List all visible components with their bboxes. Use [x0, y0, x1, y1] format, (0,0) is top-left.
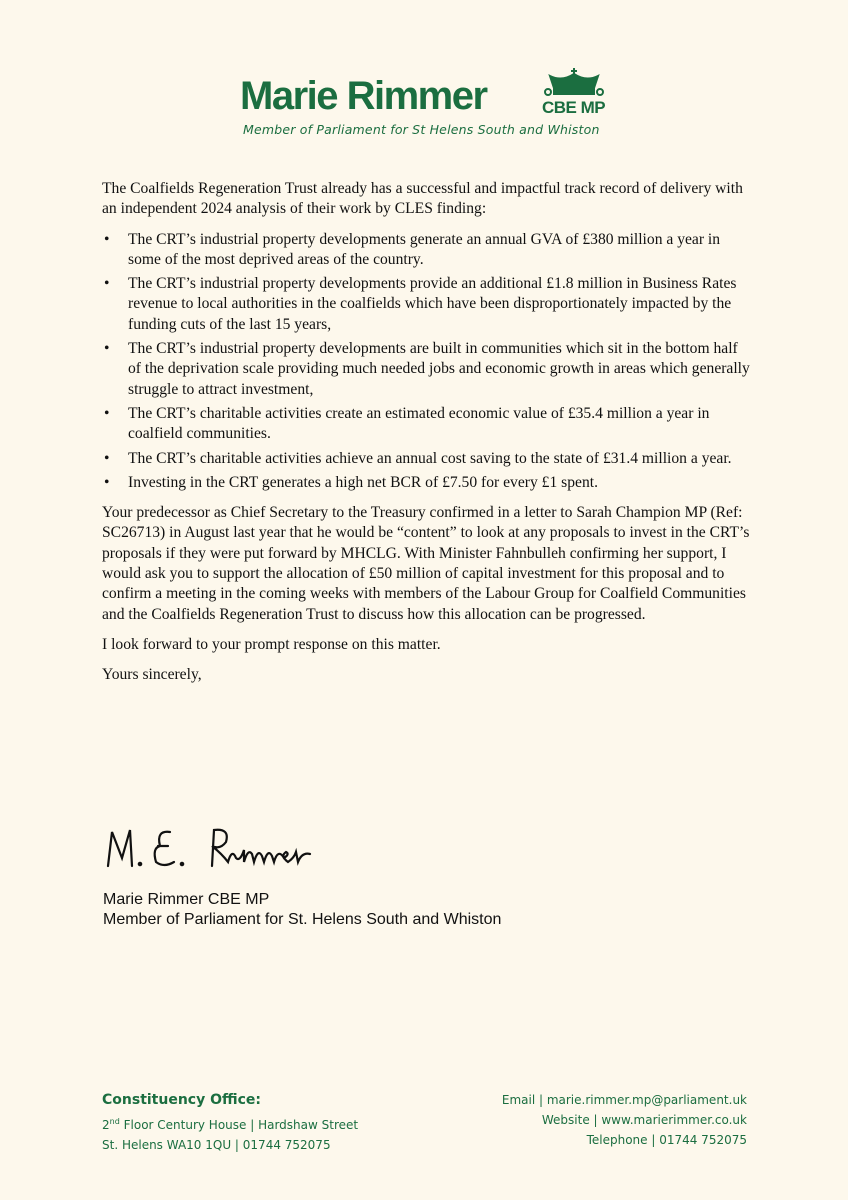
request-paragraph: Your predecessor as Chief Secretary to the Treasury confirmed in a letter to Sarah Champion MP (Ref: SC26713) in August last year that he would be “content” to look at any proposals to invest in the CRT’s proposals if they were put forward by MHCLG. With Minister Fahnbulleh confirming her support, I would ask you to support the allocation of £50 million of capital investment for this proposal and to confirm a meeting in the coming weeks with members of the Labour Group for Coalfield Communities and the Coalfields Regeneration Trust to discuss how this allocation can be progressed. — [102, 504, 750, 623]
address-rest: Floor Century House | Hardshaw Street — [119, 1118, 359, 1132]
contact-details — [502, 1090, 747, 1150]
office-address-line2: St. Helens WA10 1QU | 01744 752075 — [102, 1138, 331, 1152]
list-item: • The CRT’s industrial property developments generate an annual GVA of £380 million a year in some of the most deprived areas of the country. — [102, 230, 750, 271]
logo-name: Marie Rimmer — [240, 74, 487, 118]
signatory-title: Member of Parliament for St. Helens South and Whiston — [103, 911, 502, 928]
letterhead-logo — [240, 68, 612, 140]
closing: Yours sincerely, — [102, 666, 202, 684]
signatory-block — [103, 890, 501, 930]
office-address-line1 — [102, 1112, 358, 1135]
contact-telephone: Telephone | 01744 752075 — [586, 1133, 747, 1147]
intro-paragraph: The Coalfields Regeneration Trust already has a successful and impactful track record of delivery with an independent 2024 analysis of their work by CLES finding: — [102, 180, 743, 218]
logo-subtitle: Member of Parliament for St Helens South and Whiston — [243, 122, 600, 137]
office-title: Constituency Office: — [102, 1092, 262, 1108]
list-item: • The CRT’s charitable activities achieve an annual cost saving to the state of £31.4 million a year. — [102, 449, 750, 469]
list-item: • The CRT’s charitable activities create an estimated economic value of £35.4 million a year in coalfield communities. — [102, 404, 750, 445]
findings-list — [102, 230, 750, 494]
constituency-office — [102, 1088, 358, 1155]
contact-email[interactable]: Email | marie.rimmer.mp@parliament.uk — [501, 1093, 747, 1107]
crown-icon — [542, 68, 606, 98]
handwritten-signature — [104, 818, 324, 878]
list-item: • Investing in the CRT generates a high net BCR of £7.50 for every £1 spent. — [102, 473, 750, 493]
letter-body — [102, 179, 750, 696]
floor-suffix: nd — [109, 1117, 120, 1126]
floor-number: 2 — [102, 1118, 110, 1132]
logo-postnominals: CBE MP — [542, 98, 606, 117]
signatory-name: Marie Rimmer CBE MP — [103, 891, 270, 908]
list-item: • The CRT’s industrial property developments are built in communities which sit in the bottom half of the deprivation scale providing much needed jobs and economic growth in areas which generally struggle to attract investment, — [102, 339, 750, 400]
list-item: • The CRT’s industrial property developments provide an additional £1.8 million in Business Rates revenue to local authorities in the coalfields which have been disproportionately impacted by the funding cuts of the last 15 years, — [102, 274, 750, 335]
followup-paragraph: I look forward to your prompt response on this matter. — [102, 635, 441, 653]
contact-website[interactable]: Website | www.marierimmer.co.uk — [541, 1113, 747, 1127]
